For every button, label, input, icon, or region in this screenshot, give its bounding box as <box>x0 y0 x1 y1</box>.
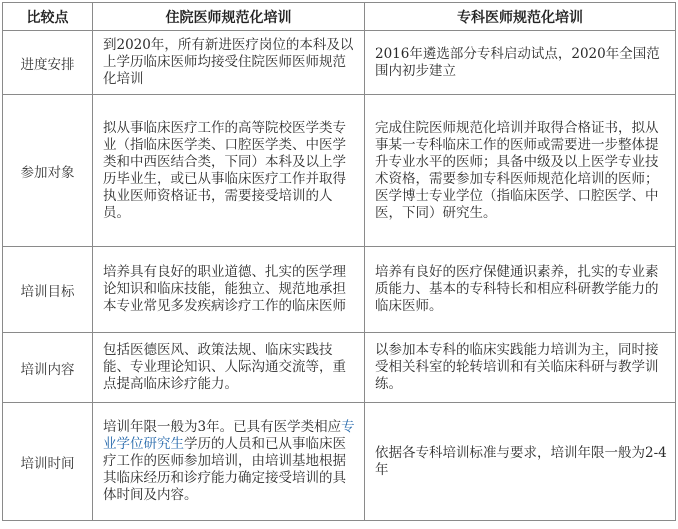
table-row <box>3 95 676 247</box>
row-label-goals: 培训目标 <box>3 247 93 333</box>
table-row <box>3 31 676 95</box>
resident-participants: 拟从事临床医疗工作的高等院校医学类专业（指临床医学类、口腔医学类、中医学类和中西医结合类，下同）本科及以上学历毕业生，或已从事临床医疗工作并取得执业医师资格证书，需要接受培训的人员。 <box>93 95 365 247</box>
header-comparison-point: 比较点 <box>3 3 93 31</box>
resident-schedule: 到2020年，所有新进医疗岗位的本科及以上学历临床医师均接受住院医师医师规范化培训 <box>93 31 365 95</box>
resident-duration <box>93 403 365 521</box>
duration-text-start: 培训年限一般为3年。已具有医学类相应 <box>103 419 342 435</box>
row-label-schedule: 进度安排 <box>3 31 93 95</box>
specialist-duration: 依据各专科培训标准与要求，培训年限一般为2-4年 <box>365 403 676 521</box>
specialist-schedule: 2016年遴选部分专科启动试点，2020年全国范围内初步建立 <box>365 31 676 95</box>
resident-goals: 培养具有良好的职业道德、扎实的医学理论知识和临床技能，能独立、规范地承担本专业常见多发疾病诊疗工作的临床医师 <box>93 247 365 333</box>
degree-graduate-link[interactable]: 专业学位研究生 <box>103 419 355 452</box>
header-resident-training: 住院医师规范化培训 <box>93 3 365 31</box>
table-row <box>3 333 676 403</box>
table-row <box>3 247 676 333</box>
table-row <box>3 403 676 521</box>
row-label-participants: 参加对象 <box>3 95 93 247</box>
resident-content: 包括医德医风、政策法规、临床实践技能、专业理论知识、人际沟通交流等，重点提高临床诊疗能力。 <box>93 333 365 403</box>
duration-text-end: 学历的人员和已从事临床医疗工作的医师参加培训，由培训基地根据其临床经历和诊疗能力确定接受培训的具体时间及内容。 <box>103 436 346 503</box>
row-label-duration: 培训时间 <box>3 403 93 521</box>
specialist-content: 以参加本专科的临床实践能力培训为主，同时接受相关科室的轮转培训和有关临床科研与教学训练。 <box>365 333 676 403</box>
header-row <box>3 3 676 31</box>
specialist-participants: 完成住院医师规范化培训并取得合格证书，拟从事某一专科临床工作的医师或需要进一步整体提升专业水平的医师；具备中级及以上医学专业技术资格，需要参加专科医师规范化培训的医师；医学博士专业学位（指临床医学、口腔医学、中医，下同）研究生。 <box>365 95 676 247</box>
specialist-goals: 培养有良好的医疗保健通识素养，扎实的专业素质能力、基本的专科特长和相应科研教学能力的临床医师。 <box>365 247 676 333</box>
comparison-table <box>2 2 676 521</box>
header-specialist-training: 专科医师规范化培训 <box>365 3 676 31</box>
row-label-content: 培训内容 <box>3 333 93 403</box>
